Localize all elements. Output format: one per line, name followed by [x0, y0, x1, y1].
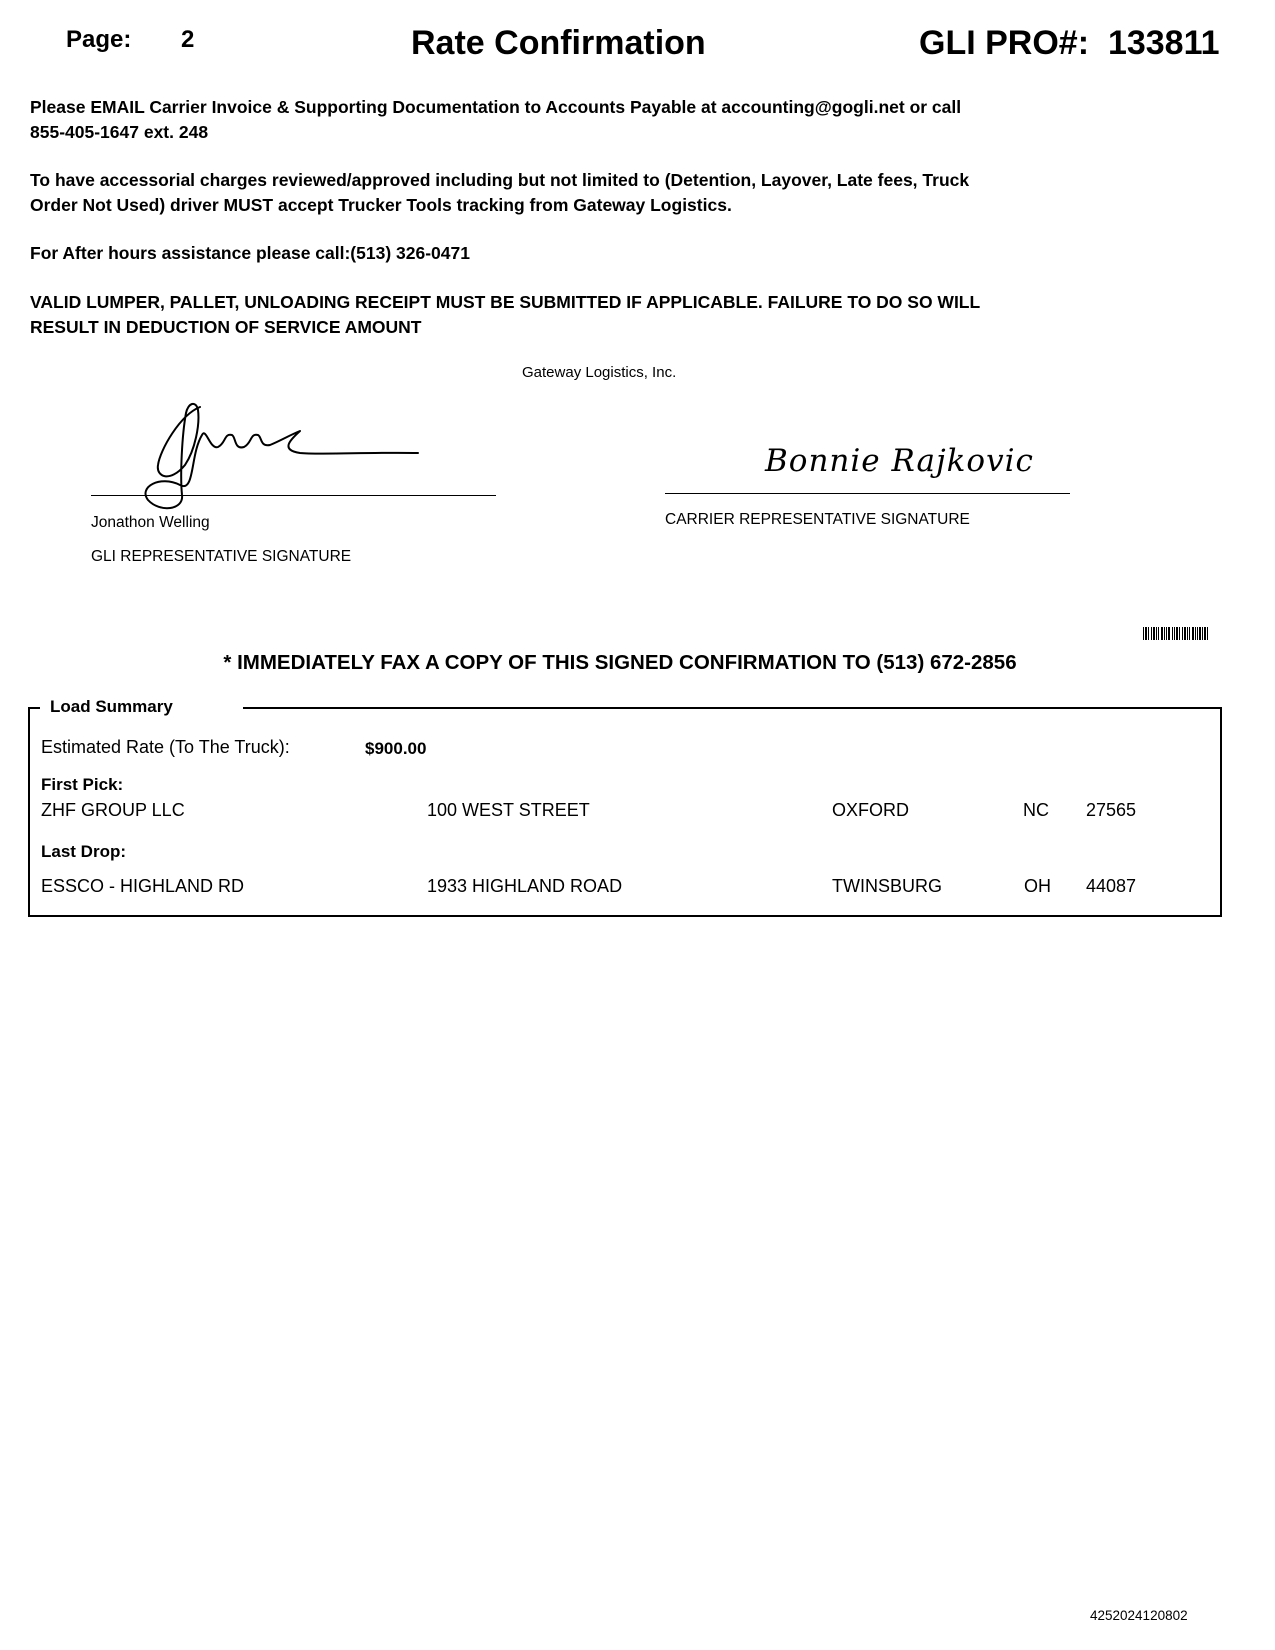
first-pick-city: OXFORD — [832, 800, 910, 820]
email-line-1: Please EMAIL Carrier Invoice & Supporting Documentation to Accounts Payable at accounting@gogli.net or call — [30, 97, 962, 117]
barcode-icon — [1143, 627, 1216, 640]
page-label: Page: — [66, 26, 132, 53]
accessorial-line-2: Order Not Used) driver MUST accept Trucker Tools tracking from Gateway Logistics. — [30, 195, 732, 215]
email-line-2: 855-405-1647 ext. 248 — [30, 122, 209, 142]
gli-rep-caption: GLI REPRESENTATIVE SIGNATURE — [91, 548, 352, 565]
pro-label: GLI PRO#: — [919, 24, 1090, 62]
carrier-signature-image: Bonnie Rajkovic — [765, 443, 1034, 479]
pro-number: 133811 — [1107, 24, 1220, 62]
rate-value: $900.00 — [365, 739, 427, 758]
lumper-line-2: RESULT IN DEDUCTION OF SERVICE AMOUNT — [30, 317, 422, 337]
after-hours-instructions: For After hours assistance please call:(513) 326-0471 — [30, 243, 470, 263]
document-title: Rate Confirmation — [411, 24, 706, 62]
company-name: Gateway Logistics, Inc. — [522, 364, 677, 381]
last-drop-state: OH — [1024, 876, 1051, 896]
last-drop-address: 1933 HIGHLAND ROAD — [427, 876, 623, 896]
last-drop-name: ESSCO - HIGHLAND RD — [41, 876, 245, 896]
lumper-instructions — [30, 290, 1040, 340]
accessorial-line-1: To have accessorial charges reviewed/approved including but not limited to (Detention, Layover, Late fees, Truck — [30, 170, 970, 190]
lumper-line-1: VALID LUMPER, PALLET, UNLOADING RECEIPT MUST BE SUBMITTED IF APPLICABLE. FAILURE TO DO SO WILL — [30, 292, 981, 312]
first-pick-state: NC — [1023, 800, 1049, 820]
last-drop-label: Last Drop: — [41, 842, 126, 861]
last-drop-city: TWINSBURG — [832, 876, 942, 896]
carrier-rep-caption: CARRIER REPRESENTATIVE SIGNATURE — [665, 511, 970, 528]
gli-signature-line — [91, 495, 496, 496]
page-number: 2 — [181, 26, 195, 53]
load-summary-title: Load Summary — [40, 697, 243, 717]
pro-number-header — [919, 24, 1220, 63]
first-pick-zip: 27565 — [1086, 800, 1137, 820]
last-drop-zip: 44087 — [1086, 876, 1137, 896]
gli-rep-name: Jonathon Welling — [91, 514, 210, 531]
accessorial-instructions — [30, 168, 1040, 218]
fax-notice: * IMMEDIATELY FAX A COPY OF THIS SIGNED CONFIRMATION TO (513) 672-2856 — [223, 651, 1017, 674]
carrier-signature-line — [665, 493, 1070, 494]
email-instructions — [30, 95, 1040, 145]
first-pick-address: 100 WEST STREET — [427, 800, 590, 820]
first-pick-label: First Pick: — [41, 775, 124, 794]
gli-signature-image — [140, 395, 430, 515]
rate-label: Estimated Rate (To The Truck): — [41, 737, 290, 757]
first-pick-name: ZHF GROUP LLC — [41, 800, 185, 820]
document-id: 4252024120802 — [1090, 1608, 1188, 1623]
